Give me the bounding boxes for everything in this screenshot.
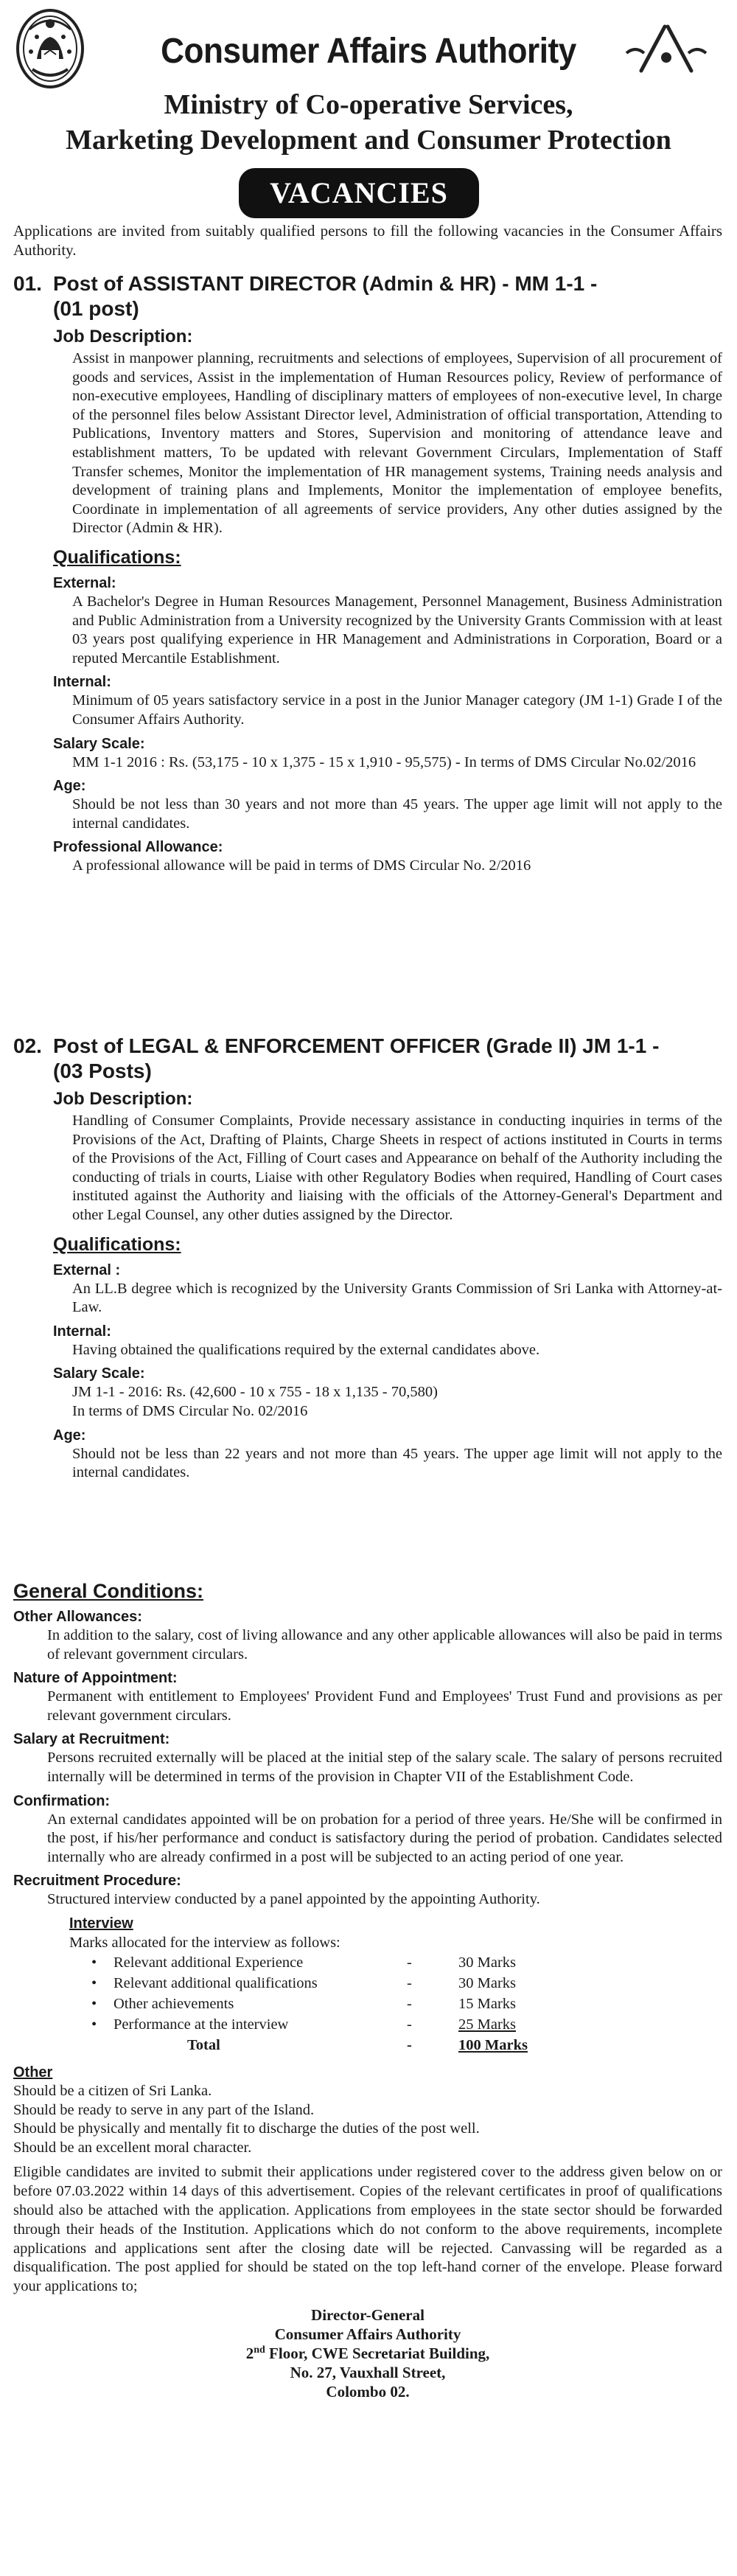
nature-of-appointment-heading: Nature of Appointment: (13, 1670, 178, 1687)
other-line: Should be ready to serve in any part of the Island. (13, 2101, 315, 2118)
post-2-external-text: An LL.B degree which is recognized by the University Grants Commission of Sri Lanka with Attorney-at-Law. (72, 1280, 722, 1316)
bullet-icon: • (91, 2016, 97, 2033)
nature-of-appointment-text: Permanent with entitlement to Employees' Provident Fund and Employees' Trust Fund and provisions as per relevant government circulars. (47, 1688, 722, 1724)
post-2-age-text: Should not be less than 22 years and not more than 45 years. The upper age limit will not apply to the internal candidates. (72, 1445, 722, 1481)
other-allowances-heading: Other Allowances: (13, 1609, 142, 1625)
post-1-allowance-text: A professional allowance will be paid in terms of DMS Circular No. 2/2016 (72, 857, 531, 874)
marks-label: Relevant additional Experience (113, 1954, 304, 1971)
ministry-line-2: Marketing Development and Consumer Protection (66, 125, 671, 156)
post-2-salary-line-1: JM 1-1 - 2016: Rs. (42,600 - 10 x 755 - 18 x 1,135 - 70,580) (72, 1384, 438, 1401)
other-line: Should be an excellent moral character. (13, 2139, 252, 2156)
marks-total-value: 100 Marks (458, 2036, 528, 2053)
marks-dash: - (407, 1974, 412, 1991)
confirmation-heading: Confirmation: (13, 1792, 111, 1809)
other-heading: Other (13, 2064, 53, 2081)
interview-marks-table (91, 1952, 722, 2055)
post-1-salary-heading: Salary Scale: (53, 735, 145, 752)
postal-address (13, 2305, 722, 2401)
marks-row (91, 2014, 722, 2035)
closing-instructions: Eligible candidates are invited to submit their applications under registered cover to the address given below on or before 07.03.2022 within 14 days of this advertisement. Copies of the relevant certificates in proof of qualifications should also be attached with the application. Applications from employees in the state sector should be forwarded through their heads of the Institution. Applications which do not conform to the above requirements, incomplete applications and applications sent after the closing date will be rejected. Canvassing will be regarded as a disqualification. The post applied for should be stated on the top left-hand corner of the envelope. Please forward your applications to; (13, 2164, 722, 2295)
post-2-internal-heading: Internal: (53, 1323, 111, 1340)
confirmation-text: An external candidates appointed will be on probation for a period of three years. He/She will be confirmed in the post, if his/her performance and conduct is satisfactory during the period of probation. Candidates selected internally who are already confirmed in a post will be subjected to an acting period of one year. (47, 1811, 722, 1865)
marks-total-label: Total (187, 2036, 220, 2053)
post-1-job-text: Assist in manpower planning, recruitments and selections of employees, Supervision of all procurement of goods and services, Assist in the implementation of Human Resources policy, Review of performance of non-executive employees, Handling of disciplinary matters of employees of non-executive level, In charge of the personnel files below Assistant Director level, Administration of official transportation, Attending to Publications, Inventory matters and Stores, Supervision and monitoring of attendance leave and establishment matters, To be updated with relevant Government Circulars, Implementation of Staff Transfer schemes, Monitor the implementation of HR management systems, Training needs analysis and development of training plans and Implements, Monitor the implementation of employee benefits, Coordinate in implementation of all agreements of service providers, Any other duties assigned by the Director (Admin & HR). (72, 350, 722, 537)
post-2-section (13, 1034, 722, 1483)
other-allowances-text: In addition to the salary, cost of living allowance and any other applicable allowances will also be paid in terms of relevant government circulars. (47, 1627, 722, 1663)
org-title: Consumer Affairs Authority (161, 32, 576, 71)
post-2-title-line-1: Post of LEGAL & ENFORCEMENT OFFICER (Grade II) JM 1-1 - (53, 1034, 660, 1057)
marks-row (91, 1973, 722, 1994)
post-2-number: 02. (13, 1034, 42, 1057)
marks-dash: - (407, 2036, 412, 2053)
recruitment-procedure-text: Structured interview conducted by a panel appointed by the appointing Authority. (47, 1891, 540, 1908)
building-name: Floor, CWE Secretariat Building, (265, 2344, 490, 2362)
marks-value: 25 Marks (458, 2016, 517, 2033)
interview-heading: Interview (69, 1915, 133, 1932)
marks-dash: - (407, 1954, 412, 1971)
general-conditions-title: General Conditions: (13, 1580, 204, 1602)
general-conditions-section (13, 1579, 722, 2401)
bullet-icon: • (91, 1954, 97, 1971)
post-1-internal-text: Minimum of 05 years satisfactory service in a post in the Junior Manager category (JM 1-1) Grade I of the Consumer Affairs Authority. (72, 692, 722, 728)
address-line-2: Consumer Affairs Authority (274, 2325, 461, 2343)
post-1-number: 01. (13, 272, 42, 295)
other-line: Should be a citizen of Sri Lanka. (13, 2082, 212, 2099)
bullet-icon: • (91, 1995, 97, 2012)
marks-row (91, 1952, 722, 1973)
post-1-qual-heading: Qualifications: (53, 546, 181, 568)
post-1-title-line-2: (01 post) (53, 297, 139, 320)
post-1-title (13, 271, 722, 321)
post-1-section (13, 271, 722, 876)
ministry-line-1: Ministry of Co-operative Services, (164, 89, 573, 120)
marks-intro: Marks allocated for the interview as follows: (69, 1934, 340, 1951)
post-2-job-text: Handling of Consumer Complaints, Provide necessary assistance in conducting inquiries in terms of the Provisions of the Act, Drafting of Plaints, Charge Sheets in respect of actions instituted in Courts in terms of the Provisions of the Act, Filling of Court cases and Appearance on behalf of the Authority including the conducting of trials in courts, Liaise with other Regulatory Bodies when required, Handling of Court cases instituted against the Authority and liaising with the officials of the Attorney-General's Department and other Legal Counsel, any other duties assigned by the Director. (72, 1113, 722, 1223)
post-1-age-text: Should be not less than 30 years and not more than 45 years. The upper age limit will not apply to the internal candidates. (72, 796, 722, 832)
address-line-5: Colombo 02. (326, 2382, 410, 2401)
marks-row (91, 1994, 722, 2014)
other-line: Should be physically and mentally fit to discharge the duties of the post well. (13, 2120, 480, 2137)
post-2-title (13, 1034, 722, 1084)
ministry-name (13, 87, 724, 158)
post-1-age-heading: Age: (53, 778, 86, 795)
marks-total-row (91, 2035, 722, 2055)
floor-suffix: nd (254, 2344, 265, 2356)
bullet-icon: • (91, 1974, 97, 1991)
caa-logo-icon (622, 24, 710, 75)
marks-value: 30 Marks (458, 1974, 517, 1991)
recruitment-procedure-heading: Recruitment Procedure: (13, 1873, 181, 1890)
vacancies-banner: VACANCIES (239, 168, 479, 218)
address-line-3 (13, 2344, 722, 2363)
post-1-external-text: A Bachelor's Degree in Human Resources Management, Personnel Management, Business Administration and Public Administration from a University recognized by the University Grants Commission with at least 03 years post qualifying experience in HR Management and Administrations in Corporation, Board or a reputed Mercantile Establishment. (72, 593, 722, 666)
floor-number: 2 (245, 2344, 254, 2362)
marks-value: 30 Marks (458, 1954, 517, 1971)
salary-at-recruitment-text: Persons recruited externally will be placed at the initial step of the salary scale. The salary of persons recruited internally will be determined in terms of the provision in Chapter VII of the Establishment Code. (47, 1750, 722, 1785)
salary-at-recruitment-heading: Salary at Recruitment: (13, 1731, 170, 1748)
post-2-job-heading: Job Description: (53, 1089, 193, 1109)
advert-header (13, 0, 724, 243)
post-1-job-heading: Job Description: (53, 327, 193, 347)
address-line-1: Director-General (311, 2305, 425, 2324)
marks-label: Relevant additional qualifications (113, 1974, 318, 1991)
post-2-internal-text: Having obtained the qualifications required by the external candidates above. (72, 1341, 540, 1358)
post-1-salary-text: MM 1-1 2016 : Rs. (53,175 - 10 x 1,375 - 15 x 1,910 - 95,575) - In terms of DMS Circular No.02/2016 (72, 753, 696, 770)
post-2-salary-line-2: In terms of DMS Circular No. 02/2016 (72, 1402, 308, 1419)
marks-value: 15 Marks (458, 1995, 517, 2012)
post-1-external-heading: External: (53, 574, 116, 591)
post-1-allowance-heading: Professional Allowance: (53, 839, 223, 856)
marks-dash: - (407, 2016, 412, 2033)
marks-label: Other achievements (113, 1995, 234, 2012)
post-2-age-heading: Age: (53, 1427, 86, 1444)
post-2-salary-heading: Salary Scale: (53, 1365, 145, 1382)
post-2-title-line-2: (03 Posts) (53, 1059, 152, 1082)
post-1-internal-heading: Internal: (53, 674, 111, 691)
address-line-4: No. 27, Vauxhall Street, (290, 2363, 446, 2381)
marks-label: Performance at the interview (113, 2016, 289, 2033)
post-1-title-line-1: Post of ASSISTANT DIRECTOR (Admin & HR) - MM 1-1 - (53, 272, 598, 295)
post-2-external-heading: External : (53, 1261, 121, 1278)
post-2-qual-heading: Qualifications: (53, 1233, 181, 1255)
marks-dash: - (407, 1995, 412, 2012)
intro-text: Applications are invited from suitably qualified persons to fill the following vacancies in the Consumer Affairs Authority. (13, 222, 722, 259)
